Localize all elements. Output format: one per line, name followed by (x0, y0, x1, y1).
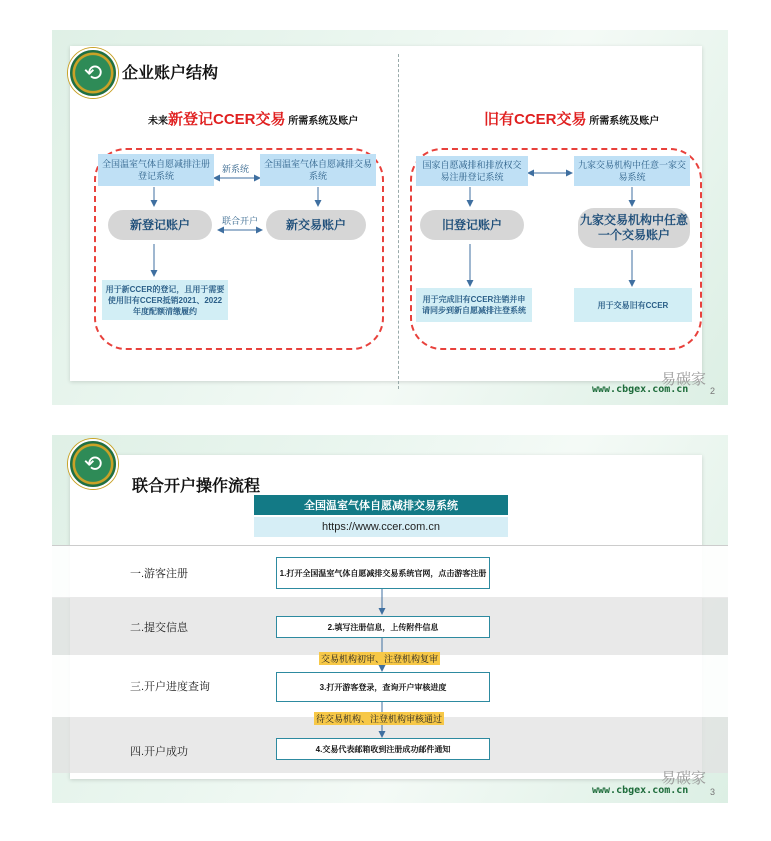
system-name-bar: 全国温室气体自愿减排交易系统 (254, 495, 508, 515)
page-number: 2 (710, 386, 716, 396)
emblem-logo-icon: ⟲ (68, 439, 118, 489)
new-trading-account: 新交易账户 (266, 210, 366, 240)
step-label-1: 一.游客注册 (130, 568, 189, 580)
step-box-2: 2.填写注册信息，上传附件信息 (276, 616, 490, 638)
site-url: www.cbgex.com.cn (592, 384, 689, 395)
step-label-2: 二.提交信息 (130, 622, 189, 634)
right-heading-suffix: 所需系统及账户 (589, 116, 660, 127)
exchanges-system-box: 九家交易机构中任意一家交易系统 (574, 156, 690, 186)
step-label-4: 四.开户成功 (130, 746, 189, 758)
right-heading (484, 108, 659, 129)
emblem-logo-icon: ⟲ (68, 48, 118, 98)
trade-usage-note: 用于交易旧有CCER (574, 288, 692, 322)
slide-account-structure (52, 30, 728, 405)
left-heading (148, 108, 358, 129)
slide-title: 企业账户结构 (122, 65, 219, 82)
watermark: 易碳家 (660, 371, 706, 388)
step-box-4: 4.交易代表邮箱收到注册成功邮件通知 (276, 738, 490, 760)
site-url: www.cbgex.com.cn (592, 785, 689, 796)
new-registry-account: 新登记账户 (108, 210, 212, 240)
slide-joint-account-flow (52, 435, 728, 803)
registry-system-box: 全国温室气体自愿减排注册登记系统 (98, 154, 214, 186)
old-registry-system-box: 国家自愿减排和排放权交易注册登记系统 (416, 156, 528, 186)
watermark: 易碳家 (660, 770, 706, 787)
vertical-divider (398, 54, 399, 389)
review-note-2: 待交易机构、注登机构审核通过 (316, 714, 443, 724)
slide-title: 联合开户操作流程 (132, 478, 261, 495)
left-heading-prefix: 未来 (148, 116, 168, 127)
step-label-3: 三.开户进度查询 (130, 681, 211, 693)
system-url-bar: https://www.ccer.com.cn (254, 517, 508, 537)
old-usage-note: 用于完成旧有CCER注销并申请同步到新自愿减排注登系统 (416, 288, 532, 322)
old-registry-account: 旧登记账户 (420, 210, 524, 240)
step-box-3: 3.打开游客登录，查询开户审核进度 (276, 672, 490, 702)
exchange-account: 九家交易机构中任意一个交易账户 (578, 208, 690, 248)
new-usage-note: 用于新CCER的登记，且用于需要使用旧有CCER抵销2021、2022年度配额清缴履约 (102, 280, 228, 320)
review-note-1: 交易机构初审、注登机构复审 (321, 654, 439, 664)
left-heading-suffix: 所需系统及账户 (288, 116, 359, 127)
left-heading-emph: 新登记CCER交易 (168, 111, 286, 128)
page-number: 3 (710, 787, 716, 797)
new-system-label: 新系统 (222, 164, 250, 174)
joint-open-label: 联合开户 (222, 216, 259, 226)
right-heading-emph: 旧有CCER交易 (484, 111, 587, 128)
trading-system-box: 全国温室气体自愿减排交易系统 (260, 154, 376, 186)
step-box-1: 1.打开全国温室气体自愿减排交易系统官网，点击游客注册 (276, 557, 490, 589)
